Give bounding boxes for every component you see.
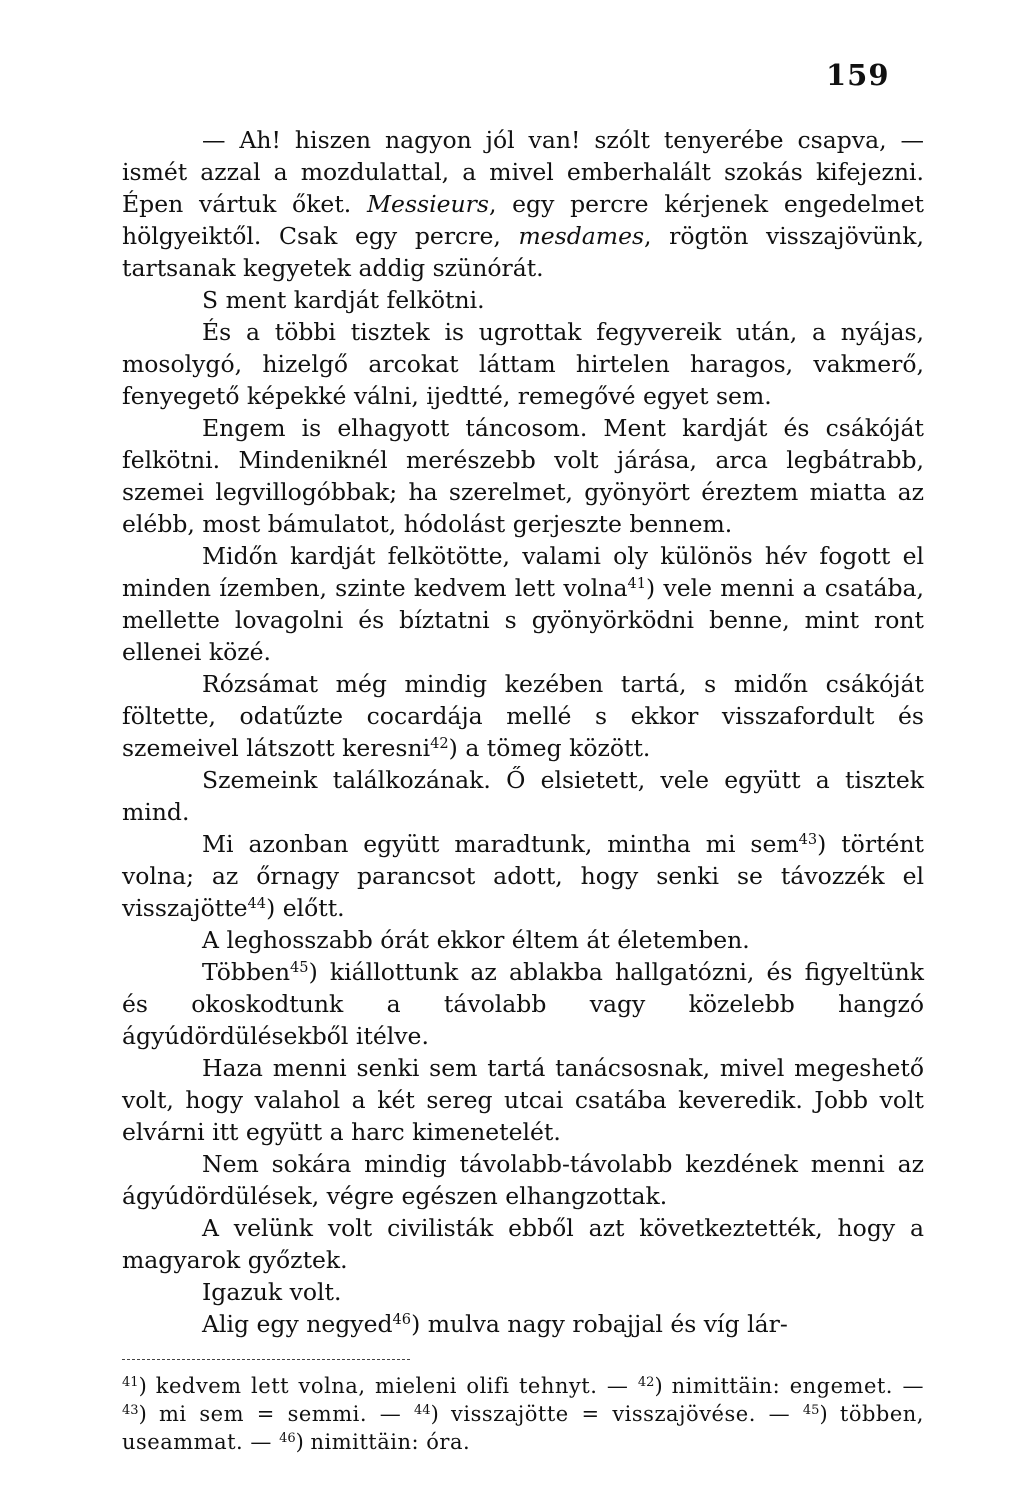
footnote: $^{44}$) visszajötte = visszajövése. — (414, 1402, 803, 1426)
footnote: $^{45}$) többen, useammat. — (122, 1402, 924, 1454)
footnote-ref: 45 (290, 959, 309, 976)
footnote-ref: 41 (627, 575, 646, 592)
paragraph: A velünk volt civilisták ebből azt következtették, hogy a magyarok győztek. (122, 1214, 924, 1274)
paragraph: Többen$^{45}$) kiállottunk az ablakba hallgatózni, és figyeltünk és okoskodtunk a távolabb vagy közelebb hangzó ágyúdördülésekből itélve. (122, 958, 924, 1050)
footnote-text: visszajötte = visszajövése. — (451, 1402, 803, 1426)
paragraph: Igazuk volt. (202, 1278, 342, 1306)
paragraph-text: kiállottunk az ablakba hallgatózni, és figyeltünk és okoskodtunk a távolabb vagy közelebb hangzó ágyúdördülésekből itélve. (122, 958, 924, 1050)
footnote: $^{42}$) nimittäin: engemet. — (637, 1374, 924, 1398)
paragraph-text: mulva nagy robajjal és víg lár- (420, 1310, 788, 1338)
footnote-ref: 44 (247, 895, 267, 912)
footnote-ref: 42 (430, 735, 449, 752)
footnote-text: kedvem lett volna, mieleni olifi tehnyt. — (155, 1374, 638, 1398)
paragraph-text: Rózsámat még mindig kezében tartá, s midőn csákóját föltette, odatűzte cocardája mellé s ekkor visszafordult és szemeivel látszott keresni (122, 670, 924, 762)
paragraph: Nem sokára mindig távolabb-távolabb kezdének menni az ágyúdördülések, végre egészen elhangzottak. (122, 1150, 924, 1210)
footnote: $^{43}$) mi sem = semmi. — (122, 1402, 415, 1426)
paragraph: És a többi tisztek is ugrottak fegyvereik után, a nyájas, mosolygó, hizelgő arcokat láttam hirtelen haragos, vakmerő, fenyegető képekké válni, ijedtté, remegővé egyet sem. (122, 318, 924, 410)
footnote-ref: 43 (798, 831, 818, 848)
footnote-number: 42 (637, 1374, 655, 1390)
paragraph-text: a tömeg között. (457, 734, 651, 762)
footnote-number: 41 (122, 1374, 139, 1390)
paragraph: Haza menni senki sem tartá tanácsosnak, mivel megeshető volt, hogy valahol a két sereg utcai csatába keveredik. Jobb volt elvárni itt együtt a harc kimenetelét. (122, 1054, 924, 1146)
paragraph: S ment kardját felkötni. (202, 286, 485, 314)
paragraph-text: Midőn kardját felkötötte, valami oly különös hév fogott el minden ízemben, szinte kedvem lett volna (122, 542, 924, 602)
paragraph-text: Többen (202, 958, 291, 986)
page-number: 159 (826, 58, 890, 92)
footnote: $^{41}$) kedvem lett volna, mieleni olifi tehnyt. — (122, 1374, 638, 1398)
paragraph-text: vele menni a csatába, mellette lovagolni és bíztatni s gyönyörködni benne, mint ront ellenei közé. (122, 574, 924, 666)
italic-text: Messieurs (366, 190, 489, 218)
footnote-divider (122, 1359, 410, 1360)
body-text (122, 124, 924, 1340)
paragraph: Alig egy negyed$^{46}$) mulva nagy robajjal és víg lár- (202, 1310, 788, 1338)
paragraph: Engem is elhagyott táncosom. Ment kardját és csákóját felkötni. Mindeniknél merészebb volt járása, arca legbátrabb, szemei legvillogóbbak; ha szerelmet, gyönyört éreztem miatta az elébb, most bámulatot, hódolást gerjeszte bennem. (122, 414, 924, 538)
paragraph: Rózsámat még mindig kezében tartá, s midőn csákóját föltette, odatűzte cocardája mellé s ekkor visszafordult és szemeivel látszott keresni$^{42}$) a tömeg között. (122, 670, 924, 762)
paragraph (122, 124, 924, 284)
footnote-number: 46 (279, 1430, 296, 1446)
paragraph-text: Alig egy negyed (202, 1310, 393, 1338)
italic-text: mesdames (518, 222, 645, 250)
paragraph-text: előtt. (275, 894, 345, 922)
paragraph-text: , egy percre kérjenek engedelmet hölgyeiktől. Csak egy percre, (122, 190, 924, 250)
paragraph-text: Mi azonban együtt maradtunk, mintha mi sem (202, 830, 799, 858)
paragraph-text: , rögtön visszajövünk, tartsanak kegyetek addig szünórát. (122, 222, 924, 282)
footnote-number: 44 (414, 1402, 431, 1418)
paragraph: A leghosszabb órát ekkor éltem át életemben. (202, 926, 750, 954)
paragraph-text: történt volna; az őrnagy parancsot adott, hogy senki se távozzék el visszajötte (122, 830, 924, 922)
paragraph-text: — Ah! hiszen nagyon jól van! szólt tenyerébe csapva, — ismét azzal a mozdulattal, a mivel emberhalált szokás kifejezni. Épen vártuk őket. (122, 126, 924, 218)
footnote-ref: 46 (392, 1311, 412, 1328)
footnote-text: nimittäin: óra. (310, 1430, 471, 1454)
paragraph: Midőn kardját felkötötte, valami oly különös hév fogott el minden ízemben, szinte kedvem lett volna$^{41}$) vele menni a csatába, mellette lovagolni és bíztatni s gyönyörködni benne, mint ront ellenei közé. (122, 542, 924, 666)
footnote-text: mi sem = semmi. — (159, 1402, 415, 1426)
footnotes (122, 1372, 924, 1456)
footnote-text: többen, useammat. — (122, 1402, 924, 1454)
paragraph: Szemeink találkozának. Ő elsietett, vele együtt a tisztek mind. (122, 766, 924, 826)
footnote: $^{46}$) nimittäin: óra. (279, 1430, 471, 1454)
footnote-number: 45 (802, 1402, 820, 1418)
paragraph: Mi azonban együtt maradtunk, mintha mi sem$^{43}$) történt volna; az őrnagy parancsot adott, hogy senki se távozzék el visszajötte$^{44}$) előtt. (122, 830, 924, 922)
footnote-text: nimittäin: engemet. — (671, 1374, 924, 1398)
footnote-number: 43 (122, 1402, 139, 1418)
